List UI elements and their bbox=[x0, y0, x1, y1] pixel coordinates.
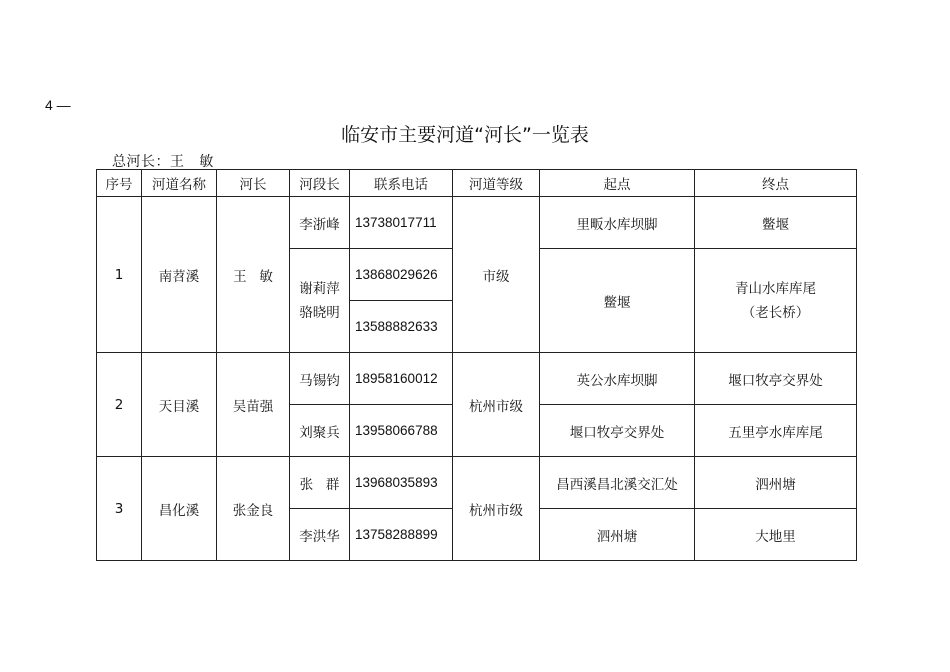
river-name: 昌化溪 bbox=[142, 457, 217, 561]
header-no: 序号 bbox=[97, 170, 142, 197]
header-river-name: 河道名称 bbox=[142, 170, 217, 197]
header-phone: 联系电话 bbox=[350, 170, 453, 197]
end-point: 五里亭水库库尾 bbox=[695, 405, 857, 457]
page-number: 4 — bbox=[45, 97, 71, 113]
end-point: 鳖堰 bbox=[695, 197, 857, 249]
table-row bbox=[97, 197, 857, 249]
start-point: 堰口牧亭交界处 bbox=[540, 405, 695, 457]
river-no: 1 bbox=[97, 197, 142, 353]
end-point: 大地里 bbox=[695, 509, 857, 561]
end-point: 泗州塘 bbox=[695, 457, 857, 509]
river-chief: 王 敏 bbox=[217, 197, 290, 353]
header-river-chief: 河长 bbox=[217, 170, 290, 197]
start-point: 英公水库坝脚 bbox=[540, 353, 695, 405]
river-name: 天目溪 bbox=[142, 353, 217, 457]
river-name: 南苕溪 bbox=[142, 197, 217, 353]
phone-number: 13758288899 bbox=[350, 509, 453, 561]
river-level: 杭州市级 bbox=[453, 353, 540, 457]
page-title: 临安市主要河道“河长”一览表 bbox=[341, 124, 589, 146]
header-start-point: 起点 bbox=[540, 170, 695, 197]
table-row bbox=[97, 353, 857, 405]
river-no: 3 bbox=[97, 457, 142, 561]
river-level: 杭州市级 bbox=[453, 457, 540, 561]
river-chief-table bbox=[96, 169, 857, 561]
end-point: 青山水库库尾（老长桥） bbox=[695, 249, 857, 353]
header-segment-leader: 河段长 bbox=[290, 170, 350, 197]
segment-leader: 刘聚兵 bbox=[290, 405, 350, 457]
river-level: 市级 bbox=[453, 197, 540, 353]
river-chief: 张金良 bbox=[217, 457, 290, 561]
phone-number: 13588882633 bbox=[350, 301, 453, 353]
start-point: 昌西溪昌北溪交汇处 bbox=[540, 457, 695, 509]
phone-number: 18958160012 bbox=[350, 353, 453, 405]
segment-leader: 李洪华 bbox=[290, 509, 350, 561]
table-row bbox=[97, 457, 857, 509]
segment-leader: 李浙峰 bbox=[290, 197, 350, 249]
segment-leader: 张 群 bbox=[290, 457, 350, 509]
header-river-level: 河道等级 bbox=[453, 170, 540, 197]
start-point: 鳖堰 bbox=[540, 249, 695, 353]
phone-number: 13868029626 bbox=[350, 249, 453, 301]
table-header-row bbox=[97, 170, 857, 197]
river-chief: 吴苗强 bbox=[217, 353, 290, 457]
phone-number: 13738017711 bbox=[350, 197, 453, 249]
river-no: 2 bbox=[97, 353, 142, 457]
segment-leader: 谢莉萍骆晓明 bbox=[290, 249, 350, 353]
header-end-point: 终点 bbox=[695, 170, 857, 197]
phone-number: 13968035893 bbox=[350, 457, 453, 509]
start-point: 里畈水库坝脚 bbox=[540, 197, 695, 249]
start-point: 泗州塘 bbox=[540, 509, 695, 561]
segment-leader: 马锡钧 bbox=[290, 353, 350, 405]
chief-river-leader: 总河长：王 敏 bbox=[112, 154, 214, 170]
end-point: 堰口牧亭交界处 bbox=[695, 353, 857, 405]
phone-number: 13958066788 bbox=[350, 405, 453, 457]
